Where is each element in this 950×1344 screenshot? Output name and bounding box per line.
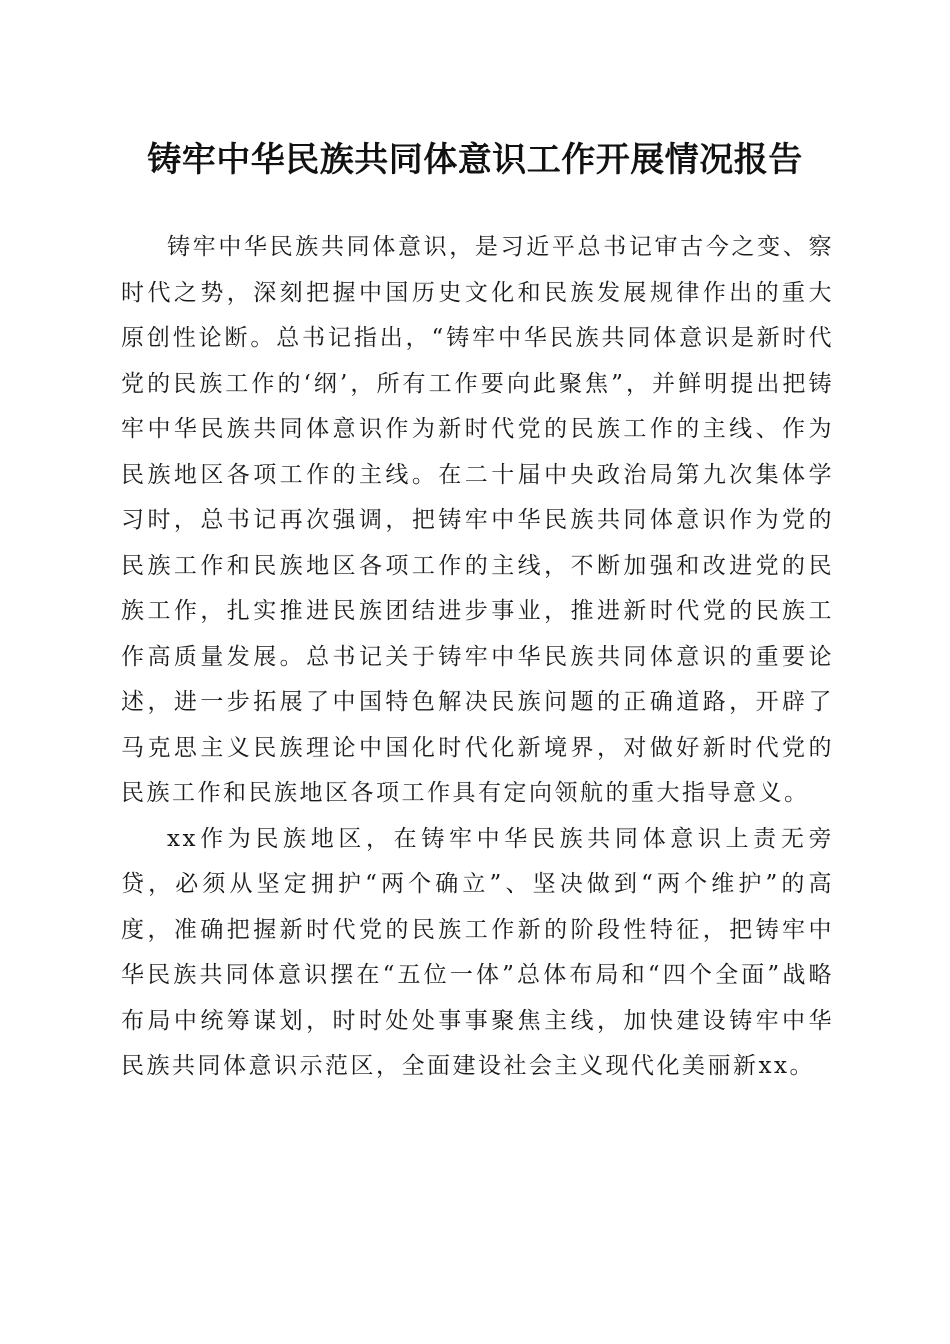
document-body — [121, 225, 834, 1090]
paragraph-intro: 铸牢中华民族共同体意识，是习近平总书记审古今之变、察时代之势，深刻把握中国历史文化和民族发展规律作出的重大原创性论断。总书记指出，“铸牢中华民族共同体意识是新时代党的民族工作的‘纲’，所有工作要向此聚焦”，并鲜明提出把铸牢中华民族共同体意识作为新时代党的民族工作的主线、作为民族地区各项工作的主线。在二十届中央政治局第九次集体学习时，总书记再次强调，把铸牢中华民族共同体意识作为党的民族工作和民族地区各项工作的主线，不断加强和改进党的民族工作，扎实推进民族团结进步事业，推进新时代党的民族工作高质量发展。总书记关于铸牢中华民族共同体意识的重要论述，进一步拓展了中国特色解决民族问题的正确道路，开辟了马克思主义民族理论中国化时代化新境界，对做好新时代党的民族工作和民族地区各项工作具有定向领航的重大指导意义。 — [121, 234, 834, 806]
document-title: 铸牢中华民族共同体意识工作开展情况报告 — [147, 140, 803, 180]
paragraph-region: xx作为民族地区，在铸牢中华民族共同体意识上责无旁贷，必须从坚定拥护“两个确立”、坚决做到“两个维护”的高度，准确把握新时代党的民族工作新的阶段性特征，把铸牢中华民族共同体意识摆在“五位一体”总体布局和“四个全面”战略布局中统筹谋划，时时处处事事聚焦主线，加快建设铸牢中华民族共同体意识示范区，全面建设社会主义现代化美丽新xx。 — [121, 825, 834, 1079]
